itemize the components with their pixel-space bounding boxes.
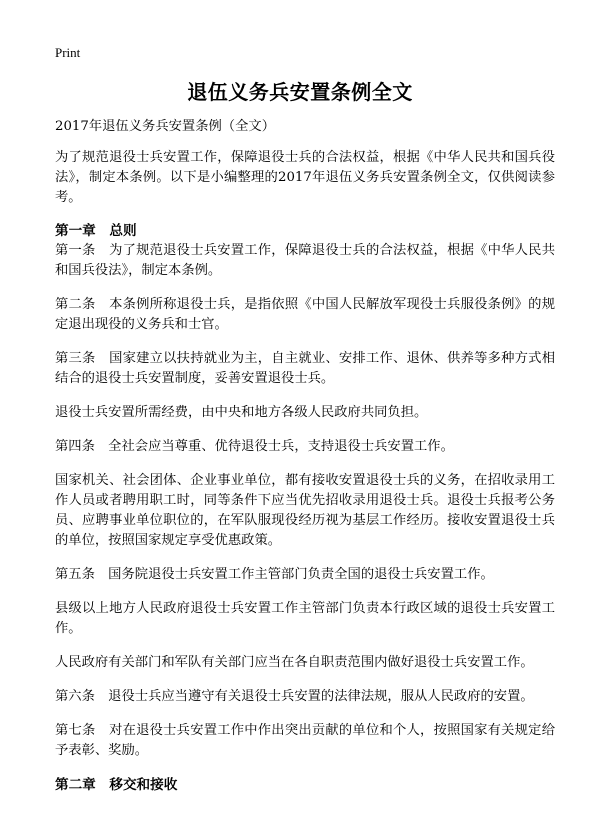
document-subtitle: 2017年退伍义务兵安置条例（全文） <box>55 119 275 134</box>
print-label: Print <box>55 45 81 60</box>
intro-paragraph: 为了规范退役士兵安置工作，保障退役士兵的合法权益，根据《中华人民共和国兵役法》，制定本条例。以下是小编整理的2017年退伍义务兵安置条例全文，仅供阅读参考。 <box>55 150 555 205</box>
article-2: 第二条 本条例所称退役士兵，是指依照《中国人民解放军现役士兵服役条例》的规定退出现役的义务兵和士官。 <box>55 297 555 332</box>
chapter-heading-1: 第一章 总则 <box>55 223 137 239</box>
article-5-paragraph-3: 人民政府有关部门和军队有关部门应当在各自职责范围内做好退役士兵安置工作。 <box>55 655 534 670</box>
article-3-paragraph-2: 退役士兵安置所需经费，由中央和地方各级人民政府共同负担。 <box>55 405 428 420</box>
article-4: 第四条 全社会应当尊重、优待退役士兵，支持退役士兵安置工作。 <box>55 439 454 454</box>
article-4-paragraph-2: 国家机关、社会团体、企业事业单位，都有接收安置退役士兵的义务，在招收录用工作人员或者聘用职工时，同等条件下应当优先招收录用退役士兵。退役士兵报考公务员、应聘事业单位职位的，在军队服现役经历视为基层工作经历。接收安置退役士兵的单位，按照国家规定享受优惠政策。 <box>55 473 555 548</box>
chapter-heading-2: 第二章 移交和接收 <box>55 777 178 793</box>
article-3: 第三条 国家建立以扶持就业为主，自主就业、安排工作、退休、供养等多种方式相结合的退役士兵安置制度，妥善安置退役士兵。 <box>55 351 555 386</box>
article-5-paragraph-2: 县级以上地方人民政府退役士兵安置工作主管部门负责本行政区域的退役士兵安置工作。 <box>55 601 555 636</box>
document-body <box>55 117 555 795</box>
article-6: 第六条 退役士兵应当遵守有关退役士兵安置的法律法规，服从人民政府的安置。 <box>55 689 534 704</box>
article-1: 第一条 为了规范退役士兵安置工作，保障退役士兵的合法权益，根据《中华人民共和国兵役法》，制定本条例。 <box>55 243 555 278</box>
article-5: 第五条 国务院退役士兵安置工作主管部门负责全国的退役士兵安置工作。 <box>55 567 494 582</box>
article-7: 第七条 对在退役士兵安置工作中作出突出贡献的单位和个人，按照国家有关规定给予表彰、奖励。 <box>55 723 555 758</box>
document-title: 退伍义务兵安置条例全文 <box>187 80 413 104</box>
